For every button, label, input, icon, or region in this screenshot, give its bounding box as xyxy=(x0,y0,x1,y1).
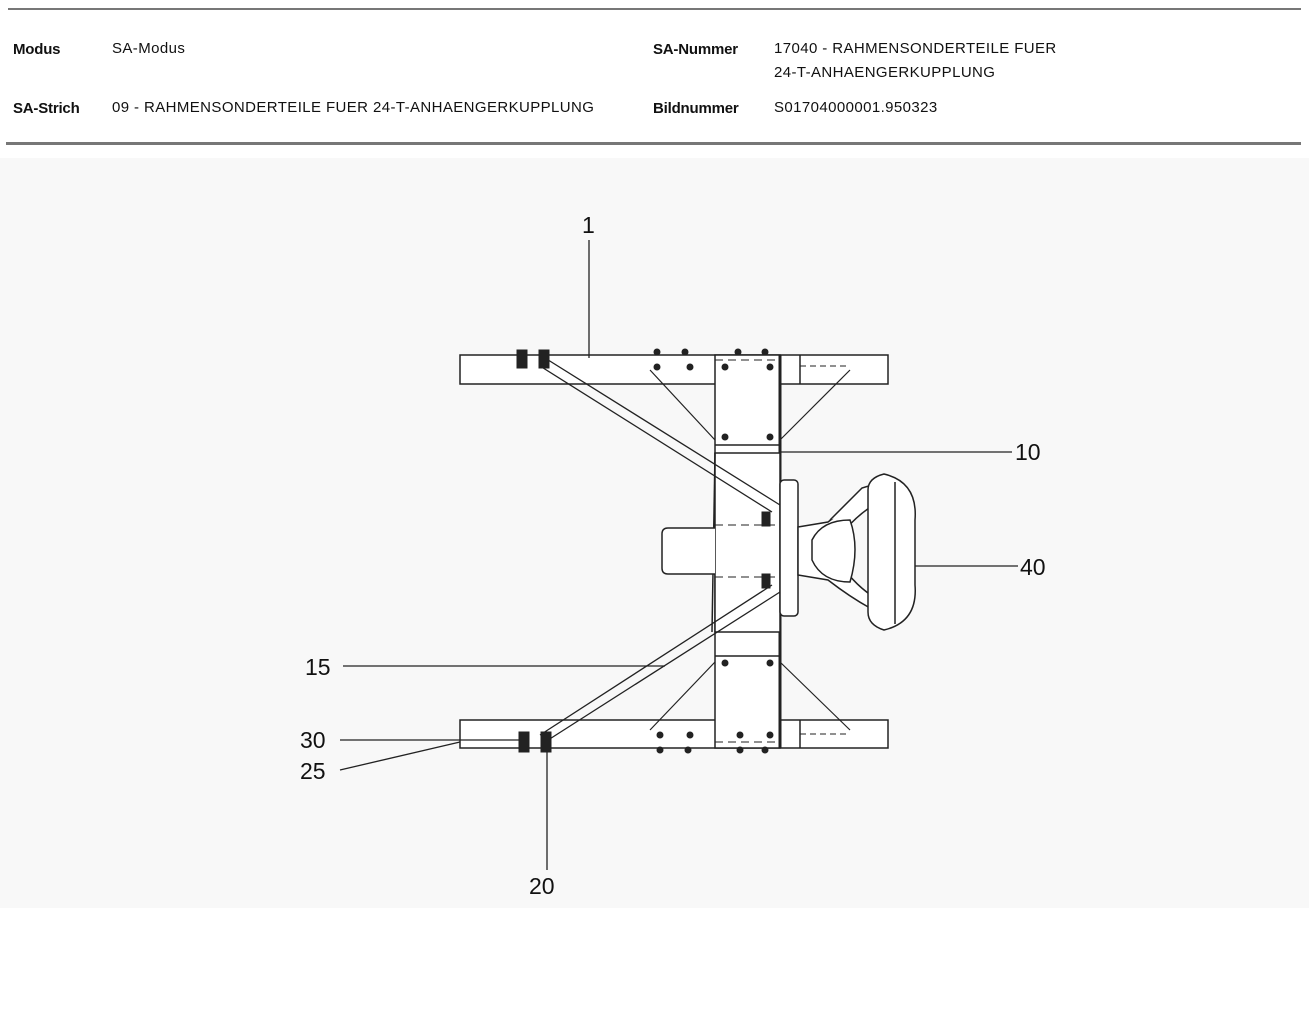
sa-nummer-value-line2: 24-T-ANHAENGERKUPPLUNG xyxy=(774,64,996,81)
sa-strich-value: 09 - RAHMENSONDERTEILE FUER 24-T-ANHAENGERKUPPLUNG xyxy=(112,99,595,116)
stub-shaft xyxy=(662,528,715,574)
sa-strich-label: SA-Strich xyxy=(13,100,80,117)
modus-value: SA-Modus xyxy=(112,40,186,57)
cross-member xyxy=(712,355,780,748)
header-bottom-rule xyxy=(6,142,1301,145)
bildnummer-label: Bildnummer xyxy=(653,100,739,117)
modus-label: Modus xyxy=(13,41,61,58)
parts-figure xyxy=(0,158,1309,908)
sa-nummer-value-line1: 17040 - RAHMENSONDERTEILE FUER xyxy=(774,40,1057,57)
trailer-coupling xyxy=(798,474,915,630)
callout-1: 1 xyxy=(582,212,595,238)
frame-parts-diagram xyxy=(0,158,1309,908)
mounting-plate xyxy=(780,480,798,616)
callout-40: 40 xyxy=(1020,554,1046,580)
callout-20: 20 xyxy=(529,873,555,899)
callout-15: 15 xyxy=(305,654,331,680)
bildnummer-value: S01704000001.950323 xyxy=(774,99,938,116)
callout-10: 10 xyxy=(1015,439,1041,465)
callout-30: 30 xyxy=(300,727,326,753)
callout-25: 25 xyxy=(300,758,326,784)
header-top-rule xyxy=(8,8,1301,10)
sa-nummer-label: SA-Nummer xyxy=(653,41,738,58)
